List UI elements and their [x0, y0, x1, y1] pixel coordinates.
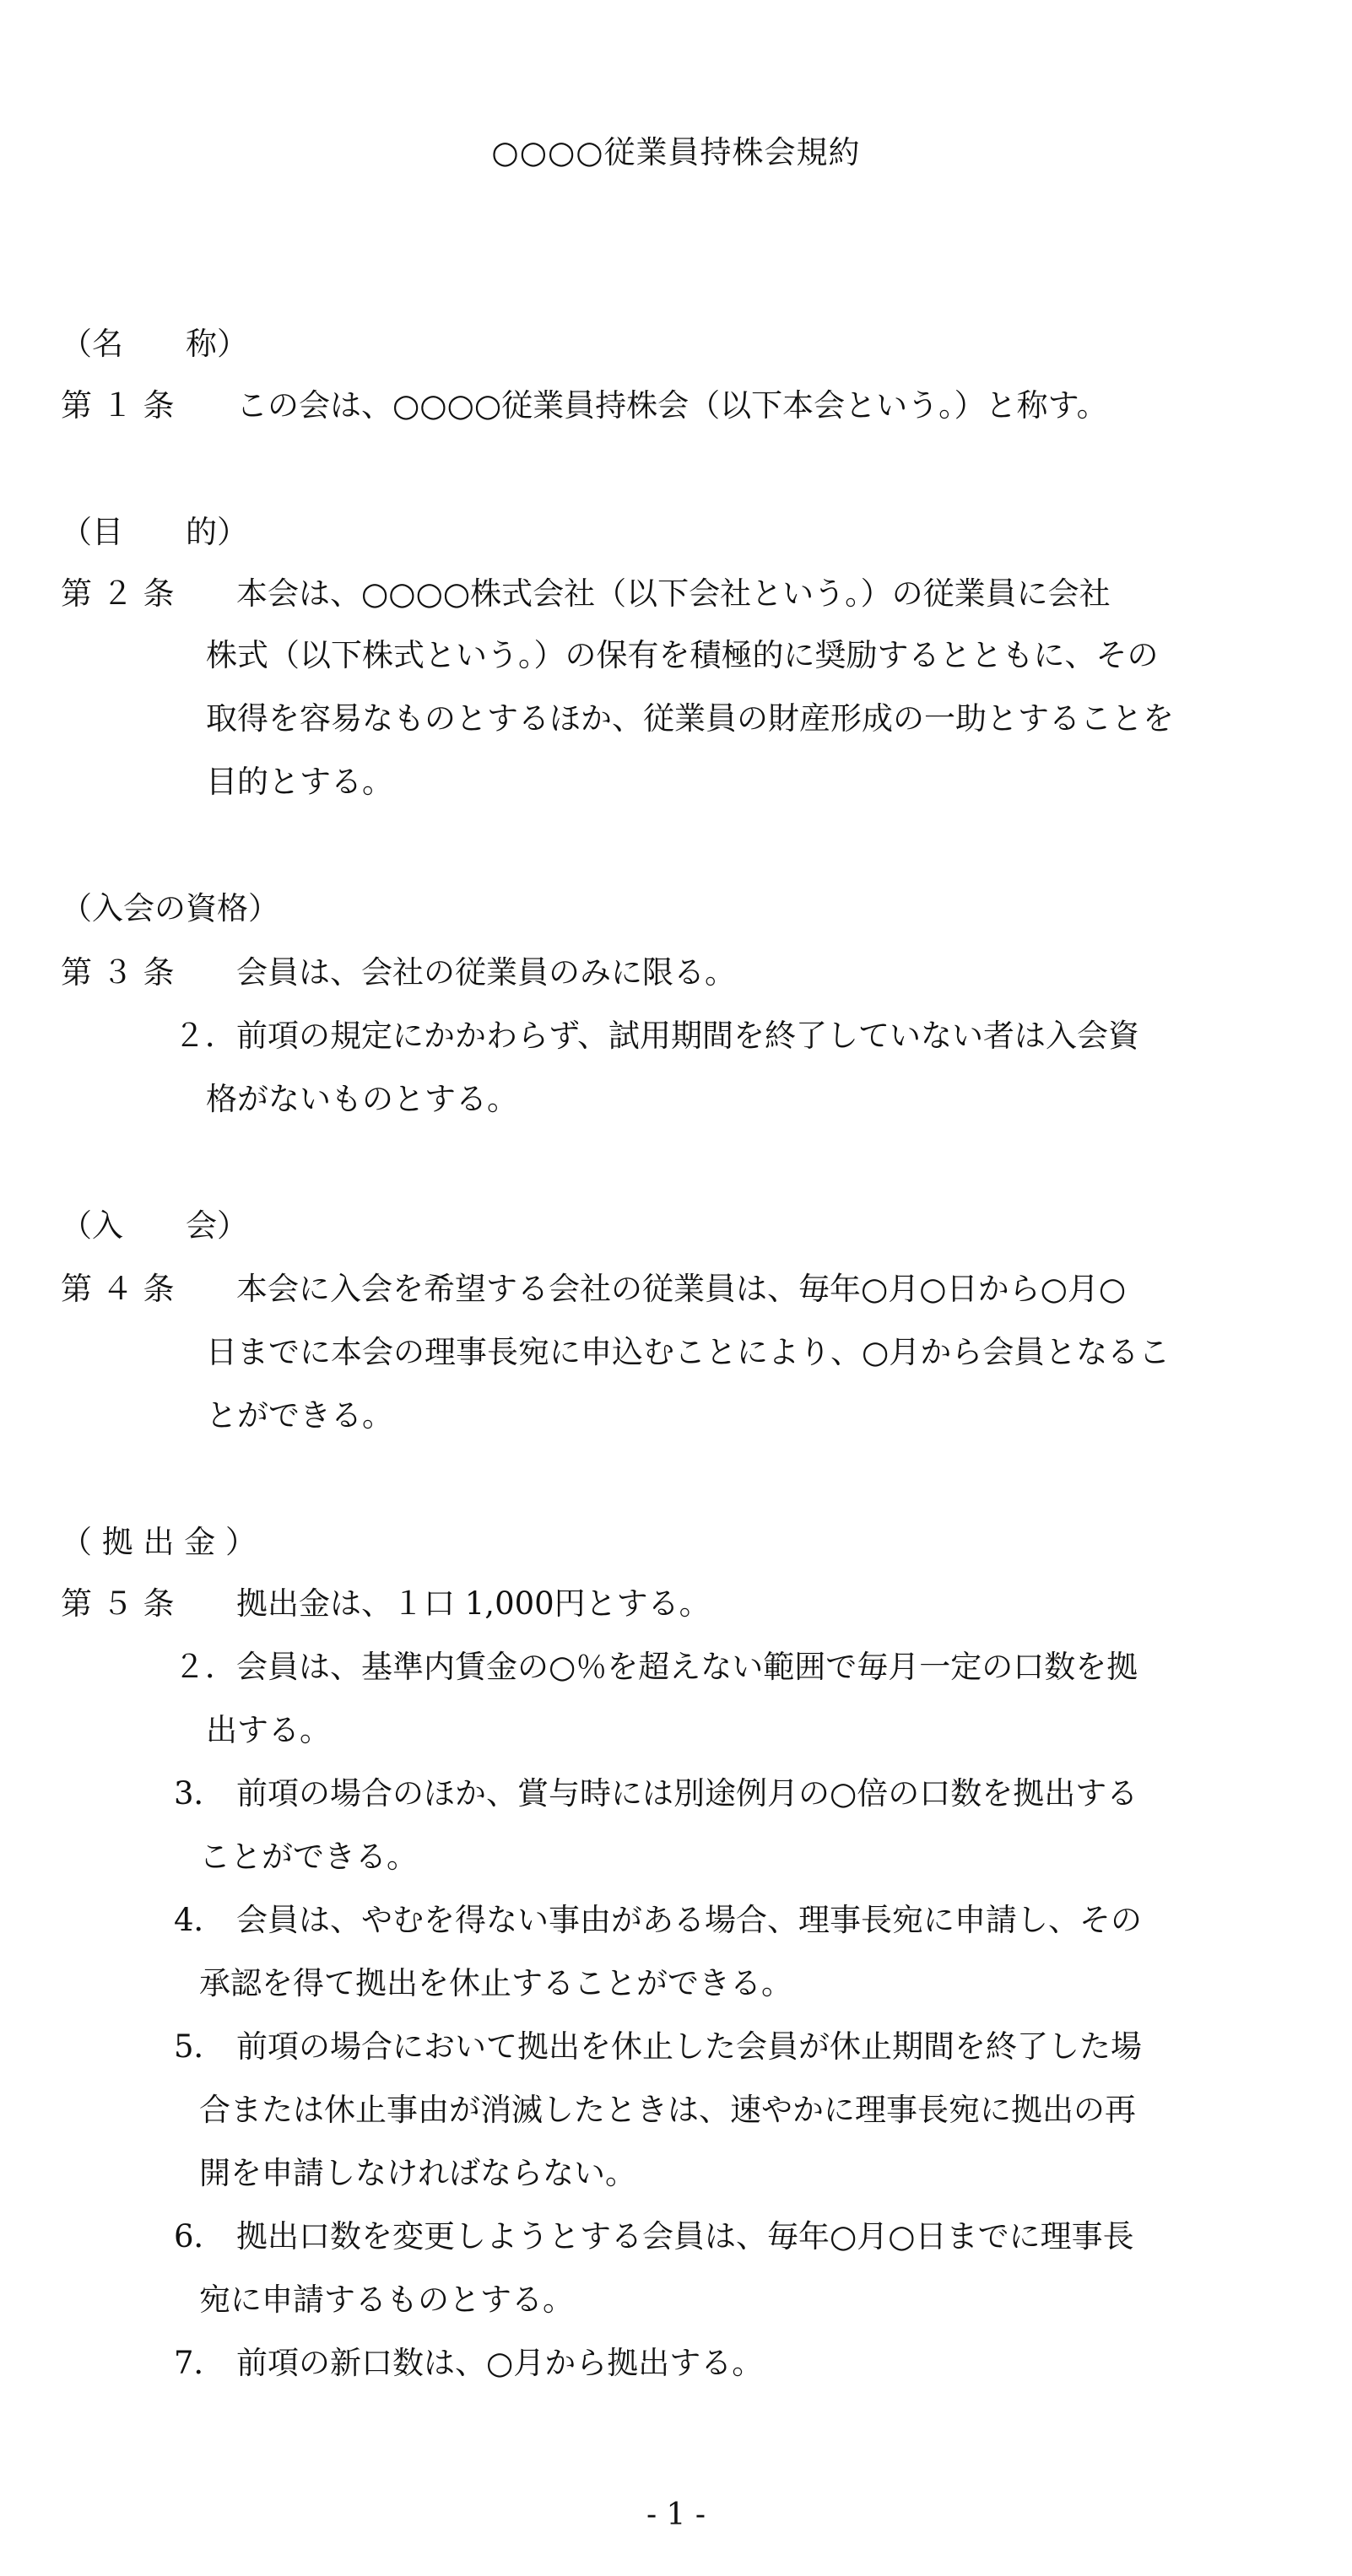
article-1-line-1: この会は、○○○○従業員持株会（以下本会という。）と称す。	[236, 387, 1108, 424]
article-3-heading: （入会の資格）	[61, 890, 279, 926]
article-5-item-4-line-1: 会員は、やむを得ない事由がある場合、理事長宛に申請し、その	[236, 1902, 1142, 1938]
page-number: - 1 -	[646, 2498, 706, 2532]
article-5-item-4-number: 4．	[174, 1902, 225, 1938]
article-4-heading: （入 会）	[61, 1207, 248, 1244]
article-5-item-4-line-2: 承認を得て拠出を休止することができる。	[199, 1965, 792, 2001]
article-5-item-6-number: 6．	[174, 2218, 225, 2255]
article-5-item-5-line-2: 合または休止事由が消滅したときは、速やかに理事長宛に拠出の再	[199, 2092, 1136, 2128]
article-5-item-5-number: 5．	[174, 2028, 225, 2065]
article-2-line-4: 目的とする。	[206, 764, 393, 800]
article-3-item-2-line-2: 格がないものとする。	[206, 1081, 518, 1117]
article-5-item-3-number: 3．	[174, 1775, 225, 1812]
article-4-line-2: 日までに本会の理事長宛に申込むことにより、○月から会員となるこ	[206, 1334, 1171, 1370]
article-2-heading: （目 的）	[61, 514, 248, 550]
document-title: ○○○○従業員持株会規約	[491, 134, 861, 170]
article-5-item-2-number: ２．	[174, 1649, 236, 1685]
article-5-item-2-line-1: 会員は、基準内賃金の○％を超えない範囲で毎月一定の口数を拠	[236, 1649, 1138, 1685]
article-4-line-1: 本会に入会を希望する会社の従業員は、毎年○月○日から○月○	[236, 1271, 1127, 1307]
article-5-line-1: 拠出金は、１口 1,000円とする。	[236, 1585, 711, 1622]
article-5-item-6-line-1: 拠出口数を変更しようとする会員は、毎年○月○日までに理事長	[236, 2218, 1134, 2255]
article-4-line-3: とができる。	[206, 1397, 393, 1434]
article-1-label: 第 １ 条	[61, 387, 175, 424]
article-2-line-1: 本会は、○○○○株式会社（以下会社という。）の従業員に会社	[236, 575, 1111, 612]
article-5-label: 第 ５ 条	[61, 1585, 175, 1622]
article-3-item-2-line-1: 前項の規定にかかわらず、試用期間を終了していない者は入会資	[236, 1018, 1140, 1054]
article-5-item-7-number: 7．	[174, 2345, 225, 2381]
article-2-label: 第 ２ 条	[61, 575, 175, 612]
article-3-label: 第 ３ 条	[61, 954, 175, 991]
article-5-item-2-line-2: 出する。	[206, 1712, 331, 1748]
article-2-line-3: 取得を容易なものとするほか、従業員の財産形成の一助とすることを	[206, 700, 1174, 737]
article-5-item-7-line-1: 前項の新口数は、○月から拠出する。	[236, 2345, 764, 2381]
article-1-heading: （名 称）	[61, 326, 248, 362]
article-5-item-5-line-1: 前項の場合において拠出を休止した会員が休止期間を終了した場	[236, 2028, 1142, 2065]
article-4-label: 第 ４ 条	[61, 1271, 175, 1307]
article-5-item-3-line-1: 前項の場合のほか、賞与時には別途例月の○倍の口数を拠出する	[236, 1775, 1138, 1812]
article-3-line-1: 会員は、会社の従業員のみに限る。	[236, 954, 736, 991]
article-5-heading: （ 拠 出 金 ）	[61, 1524, 257, 1560]
article-5-item-3-line-2: ことができる。	[199, 1839, 418, 1875]
article-5-item-5-line-3: 開を申請しなければならない。	[199, 2155, 636, 2191]
article-3-item-2-number: ２．	[174, 1018, 236, 1054]
article-2-line-2: 株式（以下株式という。）の保有を積極的に奨励するとともに、その	[206, 637, 1159, 673]
article-5-item-6-line-2: 宛に申請するものとする。	[199, 2282, 574, 2318]
